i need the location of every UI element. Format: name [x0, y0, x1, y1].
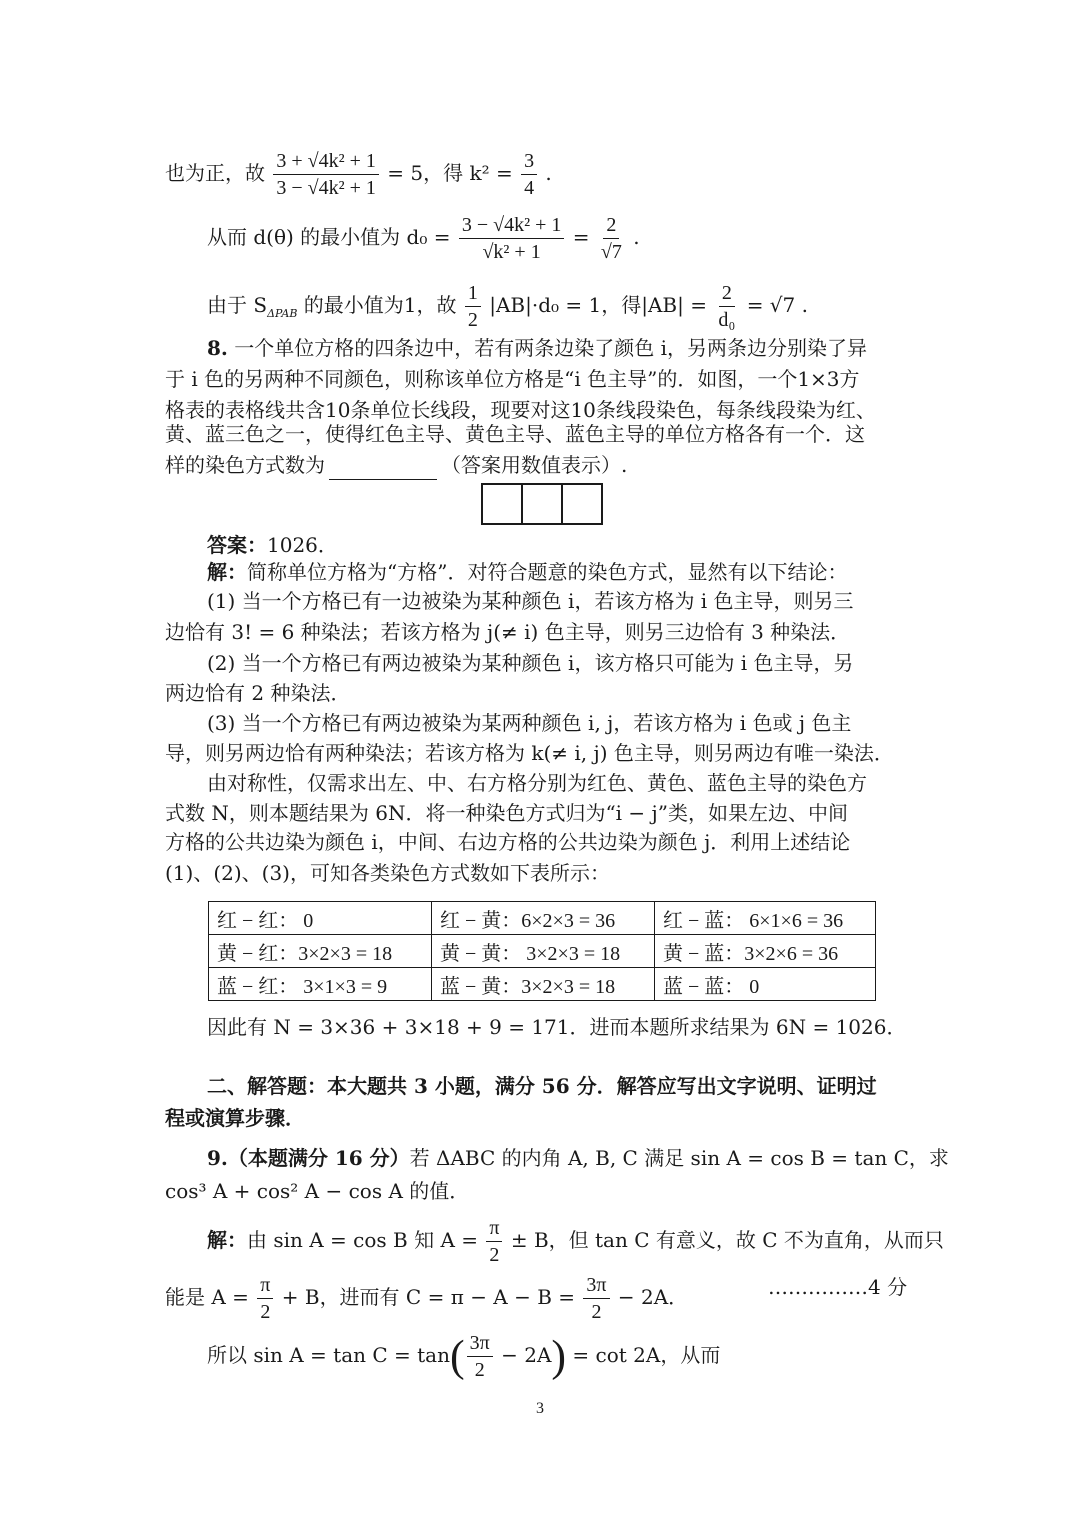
table-row — [209, 902, 876, 935]
fraction: $\frac{\pi}{2}$ — [486, 1215, 502, 1268]
solution-8-line-1: 解：简称单位方格为“方格”．对符合题意的染色方式，显然有以下结论： — [207, 560, 848, 584]
problem-9-line-2: cos³ A + cos² A − cos A 的值． — [165, 1179, 470, 1203]
fraction: $\frac{1}{2}$ — [465, 280, 481, 333]
page-number: 3 — [536, 1400, 544, 1417]
grid-cell — [523, 485, 563, 523]
fraction: $\frac{3\pi}{2}$ — [583, 1272, 609, 1325]
grid-figure-1x3 — [481, 483, 603, 525]
fraction: $\frac{2}{\text{d₀}}$ — [718, 282, 736, 331]
table-cell: 黄 − 黄： 3×2×3 = 18 — [432, 935, 655, 968]
solution-8-line-4: (2) 当一个方格已有两边被染为某种颜色 i，该方格只可能为 i 色主导，另 — [207, 651, 854, 675]
solution-8-conclusion: 因此有 N = 3×36 + 3×18 + 9 = 171．进而本题所求结果为 6N = 1026． — [207, 1015, 907, 1039]
coloring-count-table — [208, 901, 876, 1001]
table-cell: 黄 − 蓝：3×2×6 = 36 — [655, 935, 876, 968]
section-2-heading-line-1: 二、解答题：本大题共 3 小题，满分 56 分．解答应写出文字说明、证明过 — [207, 1074, 877, 1098]
solution-line-1: 也为正，故 $\frac{\text{3 + √4k² + 1}}{\text{3 − √4k² + 1}}$ = 5，得 k² = $\frac{3}{4}$ . — [165, 150, 552, 199]
grid-cell — [563, 485, 601, 523]
table-row — [209, 935, 876, 968]
solution-8-line-6: (3) 当一个方格已有两边被染为某两种颜色 i, j，若该方格为 i 色或 j 色主 — [207, 711, 852, 735]
solution-9-line-1: 解：由 sin A = cos B 知 A = $\frac{\pi}{2}$ ± B，但 tan C 有意义，故 C 不为直角，从而只 — [207, 1217, 944, 1266]
problem-9-line-1: 9.（本题满分 16 分）若 ΔABC 的内角 A, B, C 满足 sin A = cos B = tan C，求 — [207, 1146, 949, 1170]
table-cell: 红 − 蓝： 6×1×6 = 36 — [655, 902, 876, 935]
table-row — [209, 968, 876, 1001]
solution-8-line-10: 方格的公共边染为颜色 i，中间、右边方格的公共边染为颜色 j．利用上述结论 — [165, 830, 851, 854]
score-marker: ……………4 分 — [768, 1275, 908, 1299]
solution-8-line-9: 式数 N，则本题结果为 6N．将一种染色方式归为“i − j”类，如果左边、中间 — [165, 801, 848, 825]
problem-8-line-4: 黄、蓝三色之一，使得红色主导、黄色主导、蓝色主导的单位方格各有一个．这 — [165, 422, 865, 446]
fraction: $\frac{\pi}{2}$ — [257, 1272, 273, 1325]
fraction: $\frac{\text{3 − √4k² + 1}}{\text{√k² + 1}}$ — [459, 212, 565, 265]
left-paren: ( — [450, 1331, 465, 1381]
solution-9-line-3: 所以 sin A = tan C = tan( $\frac{3\pi}{2}$ − 2A) = cot 2A，从而 — [207, 1331, 721, 1381]
problem-8-line-3: 格表的表格线共含10条单位长线段，现要对这10条线段染色，每条线段染为红、 — [165, 398, 876, 422]
answer-8: 答案：1026． — [207, 533, 338, 557]
solution-8-line-2: (1) 当一个方格已有一边被染为某种颜色 i，若该方格为 i 色主导，则另三 — [207, 589, 854, 613]
fraction: $\frac{3}{4}$ — [521, 148, 537, 201]
solution-9-line-2: 能是 A = $\frac{\pi}{2}$ + B，进而有 C = π − A − B = $\frac{3\pi}{2}$ − 2A． — [165, 1274, 689, 1323]
table-cell: 红 − 黄：6×2×3 = 36 — [432, 902, 655, 935]
answer-blank — [329, 459, 437, 480]
solution-8-line-8: 由对称性，仅需求出左、中、右方格分别为红色、黄色、蓝色主导的染色方 — [207, 771, 867, 795]
table-cell: 蓝 − 蓝： 0 — [655, 968, 876, 1001]
section-2-heading-line-2: 程或演算步骤． — [165, 1106, 305, 1130]
solution-line-3: 由于 $S_{\Delta PAB}$ 的最小值为1，故 $\frac{1}{2}$ |AB|·d₀ = 1，得|AB| = $\frac{2}{\text{d₀}}$ = √7 . — [207, 282, 808, 331]
text: 也为正，故 — [165, 161, 265, 185]
right-paren: ) — [551, 1331, 567, 1381]
table-cell: 红 − 红： 0 — [209, 902, 432, 935]
solution-8-line-7: 导，则另两边恰有两种染法；若该方格为 k(≠ i, j) 色主导，则另两边有唯一染法． — [165, 741, 894, 765]
table-cell: 黄 − 红：3×2×3 = 18 — [209, 935, 432, 968]
fraction: $\frac{\text{3 + √4k² + 1}}{\text{3 − √4k² + 1}}$ — [273, 148, 379, 201]
grid-cell — [483, 485, 523, 523]
table-cell: 蓝 − 红： 3×1×3 = 9 — [209, 968, 432, 1001]
problem-8-line-1: 8. 一个单位方格的四条边中，若有两条边染了颜色 i，另两条边分别染了异 — [207, 336, 868, 360]
fraction: $\frac{3\pi}{2}$ — [467, 1330, 493, 1383]
solution-line-2: 从而 d(θ) 的最小值为 d₀ = $\frac{\text{3 − √4k² + 1}}{\text{√k² + 1}}$ = $\frac{2}{√7}$ . — [207, 214, 640, 263]
problem-8-line-2: 于 i 色的另两种不同颜色，则称该单位方格是“i 色主导”的．如图，一个1×3方 — [165, 367, 860, 391]
solution-8-line-11: (1)、(2)、(3)，可知各类染色方式数如下表所示： — [165, 861, 610, 885]
fraction: $\frac{2}{√7}$ — [600, 214, 622, 263]
solution-8-line-5: 两边恰有 2 种染法． — [165, 681, 351, 705]
problem-8-line-5: 样的染色方式数为 （答案用数值表示）. — [165, 450, 627, 480]
table-cell: 蓝 − 黄：3×2×3 = 18 — [432, 968, 655, 1001]
solution-8-line-3: 边恰有 3! = 6 种染法；若该方格为 j(≠ i) 色主导，则另三边恰有 3 种染法． — [165, 620, 851, 644]
